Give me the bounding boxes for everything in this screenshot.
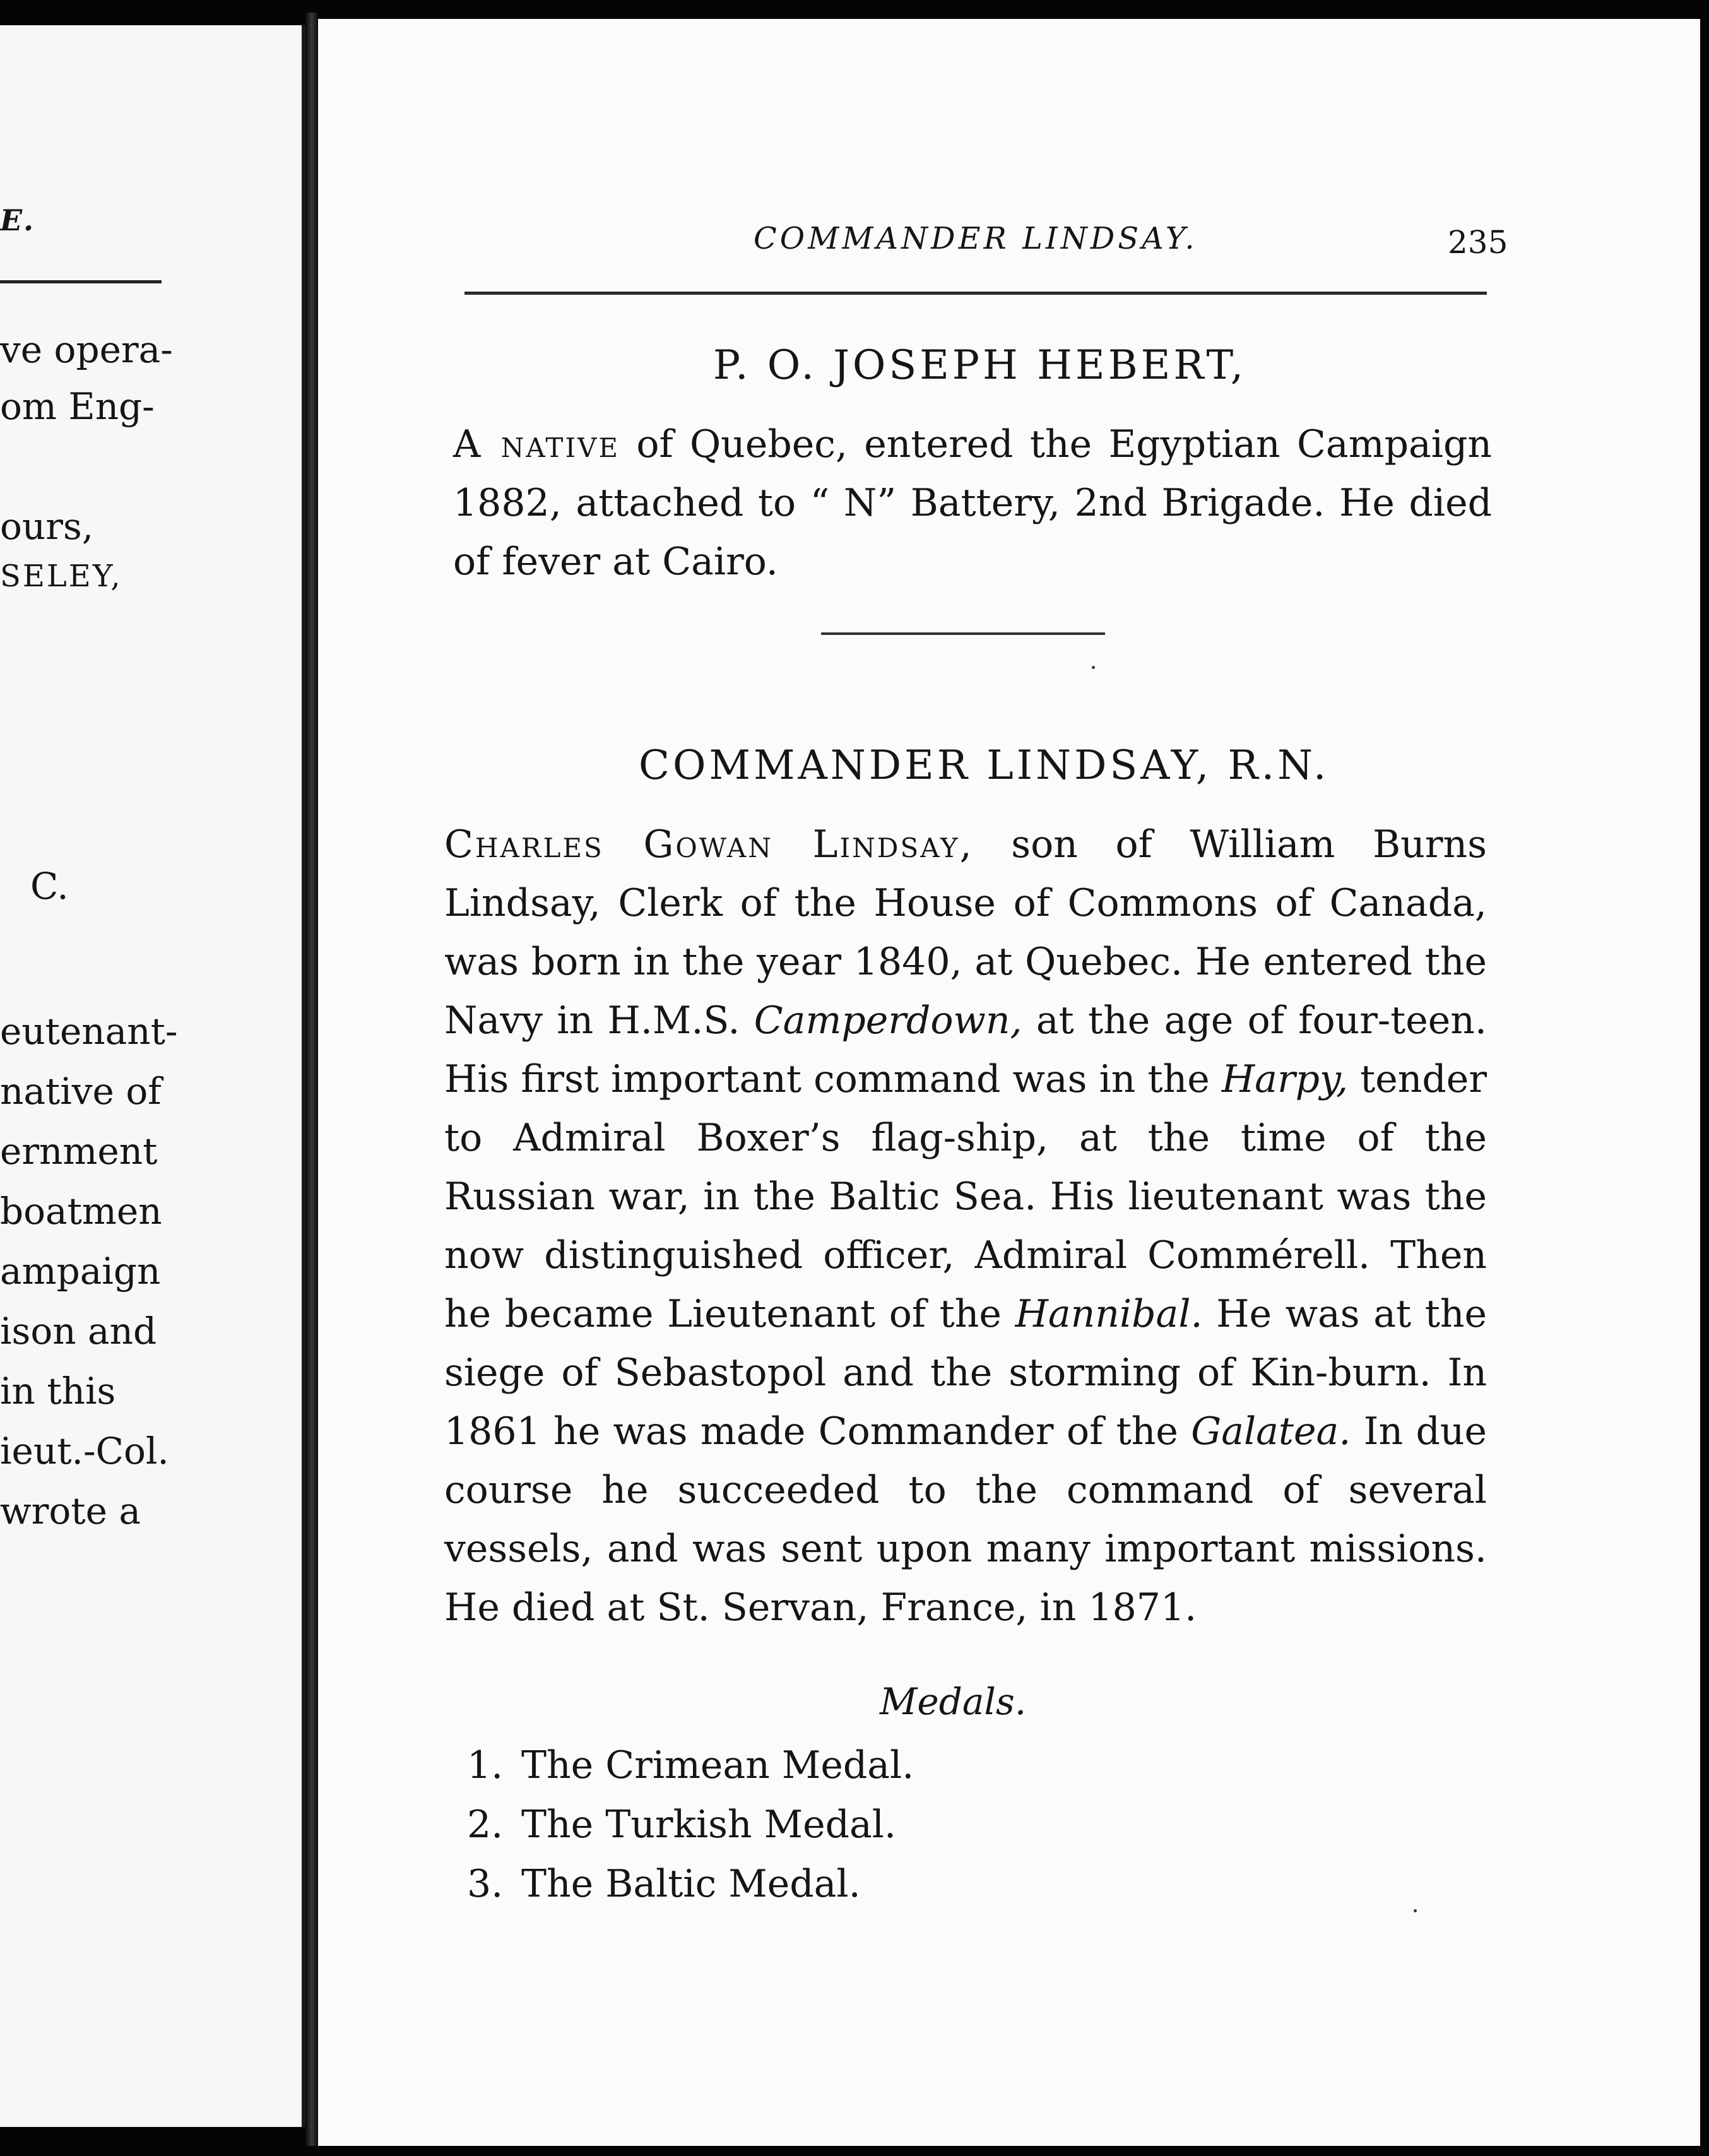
medal-list [467, 1736, 914, 1914]
header-rule [464, 292, 1487, 295]
list-item [467, 1795, 914, 1854]
paragraph-hebert [453, 415, 1492, 591]
medals-title: Medals. [880, 1680, 1027, 1723]
left-text-line: boatmen [0, 1190, 162, 1233]
left-page-fragment [0, 25, 305, 2127]
list-item [467, 1854, 914, 1914]
left-text-line: ours, [0, 505, 94, 548]
left-text-line: ison and [0, 1310, 157, 1353]
book-gutter [305, 13, 318, 2146]
section-heading-lindsay: COMMANDER LINDSAY, R.N. [639, 742, 1330, 789]
left-head-rule [0, 280, 162, 283]
paragraph-lead: A native [453, 422, 620, 466]
left-running-head: E. [0, 203, 35, 237]
ship-name: Camperdown, [754, 998, 1022, 1043]
left-text-line: ve opera- [0, 328, 173, 371]
medal-label: The Baltic Medal. [521, 1862, 861, 1906]
list-number: 1. [467, 1743, 504, 1787]
left-text-line: wrote a [0, 1490, 141, 1532]
right-page [318, 19, 1700, 2146]
page-number: 235 [1448, 224, 1508, 261]
ship-name: Hannibal. [1015, 1292, 1203, 1336]
section-heading-hebert: P. O. JOSEPH HEBERT, [713, 342, 1247, 389]
list-number: 2. [467, 1803, 504, 1847]
paragraph-text: son of William Burns Lindsay, Clerk of the House of Commons of Canada, was born in the year 1840, at Quebec. He entered the Navy in H.M.S. [444, 822, 1487, 1043]
paragraph-lindsay [444, 815, 1487, 1637]
left-text-line: C. [30, 865, 69, 908]
section-divider [821, 632, 1105, 635]
paragraph-text: He was at the siege of Sebastopol and the storming of Kin-burn. In 1861 he was made Commander of the [444, 1292, 1487, 1454]
running-head: COMMANDER LINDSAY. [754, 221, 1198, 256]
left-text-line: SELEY, [0, 559, 122, 594]
paragraph-text: tender to Admiral Boxer’s flag-ship, at the time of the Russian war, in the Baltic Sea. His lieutenant was the now distinguished officer, Admiral Commérell. Then he became Lieutenant of the [444, 1057, 1487, 1336]
medal-label: The Turkish Medal. [521, 1803, 897, 1847]
paragraph-text: at the age of four-teen. His first important command was in the [444, 998, 1487, 1101]
medal-label: The Crimean Medal. [521, 1743, 914, 1787]
left-text-line: ampaign [0, 1250, 161, 1293]
paragraph-lead: Charles Gowan Lindsay, [444, 822, 974, 867]
scan-speck [1092, 666, 1095, 669]
paragraph-text: of Quebec, entered the Egyptian Campaign 1882, attached to “ N” Battery, 2nd Brigade. He died of fever at Cairo. [453, 422, 1493, 584]
scan-speck [1414, 1909, 1417, 1912]
list-item [467, 1736, 914, 1795]
left-text-line: native of [0, 1070, 162, 1113]
paragraph-text: In due course he succeeded to the command of several vessels, and was sent upon many important missions. He died at St. Servan, France, in 1871. [444, 1409, 1487, 1630]
left-text-line: eutenant- [0, 1010, 178, 1053]
left-text-line: ernment [0, 1130, 158, 1173]
ship-name: Galatea. [1191, 1409, 1351, 1454]
left-text-line: ieut.-Col. [0, 1430, 169, 1472]
list-number: 3. [467, 1862, 504, 1906]
left-text-line: om Eng- [0, 385, 155, 428]
ship-name: Harpy, [1221, 1057, 1349, 1101]
left-text-line: in this [0, 1370, 116, 1413]
